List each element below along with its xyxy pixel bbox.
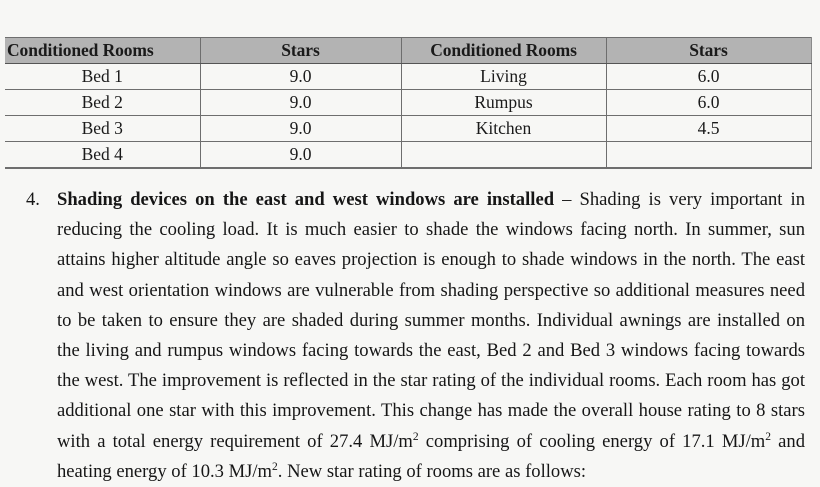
superscript-square-1: 2 (412, 430, 419, 443)
star-value-cell: 9.0 (200, 64, 401, 90)
list-item-bold-lead: Shading devices on the east and west windows are installed (57, 189, 555, 210)
star-value-cell-empty (606, 142, 811, 169)
room-name-cell-empty (401, 142, 606, 169)
column-header-stars-left: Stars (200, 38, 401, 64)
column-header-stars-right: Stars (606, 38, 811, 64)
room-name-cell: Bed 1 (5, 64, 200, 90)
list-item-body-3: and heating energy of 10.3 MJ/m (57, 430, 806, 482)
numbered-list (0, 185, 820, 487)
list-item (0, 185, 820, 487)
star-value-cell: 9.0 (200, 90, 401, 116)
table-header-row (5, 38, 811, 64)
conditioned-rooms-star-rating-table (5, 37, 812, 169)
room-name-cell: Kitchen (401, 116, 606, 142)
superscript-square-2: 2 (765, 430, 772, 443)
table-row (5, 116, 811, 142)
room-name-cell: Bed 3 (5, 116, 200, 142)
star-value-cell: 4.5 (606, 116, 811, 142)
table-container (5, 37, 811, 169)
list-item-dash: – (554, 189, 580, 210)
list-item-number: 4. (26, 189, 40, 210)
star-value-cell: 6.0 (606, 64, 811, 90)
table-row (5, 142, 811, 169)
table-row (5, 90, 811, 116)
table-row (5, 64, 811, 90)
superscript-square-3: 2 (272, 460, 278, 473)
star-value-cell: 9.0 (200, 142, 401, 169)
room-name-cell: Rumpus (401, 90, 606, 116)
room-name-cell: Living (401, 64, 606, 90)
list-item-body-1: Shading is very important in reducing the cooling load. It is much easier to shade the windows facing north. In summer, sun attains higher altitude angle so eaves projection is enough to shade windows in the north. The east and west orientation windows are vulnerable from shading perspective so additional measures need to be taken to ensure they are shaded during summer months. Individual awnings are installed on the living and rumpus windows facing towards the east, Bed 2 and Bed 3 windows facing towards the west. The improvement is reflected in the star rating of the individual rooms. Each room has got additional one star with this improvement. This change has made the overall house rating to 8 stars with a total energy requirement of 27.4 MJ/m (57, 189, 806, 452)
table-header (5, 38, 811, 64)
column-header-conditioned-rooms-left: Conditioned Rooms (5, 38, 200, 64)
star-value-cell: 9.0 (200, 116, 401, 142)
list-item-body-2: comprising of cooling energy of 17.1 MJ/m (418, 430, 766, 452)
room-name-cell: Bed 4 (5, 142, 200, 169)
room-name-cell: Bed 2 (5, 90, 200, 116)
table-body (5, 64, 811, 169)
column-header-conditioned-rooms-right: Conditioned Rooms (401, 38, 606, 64)
star-value-cell: 6.0 (606, 90, 811, 116)
list-item-body-4: . New star rating of rooms are as follows: (277, 460, 587, 482)
